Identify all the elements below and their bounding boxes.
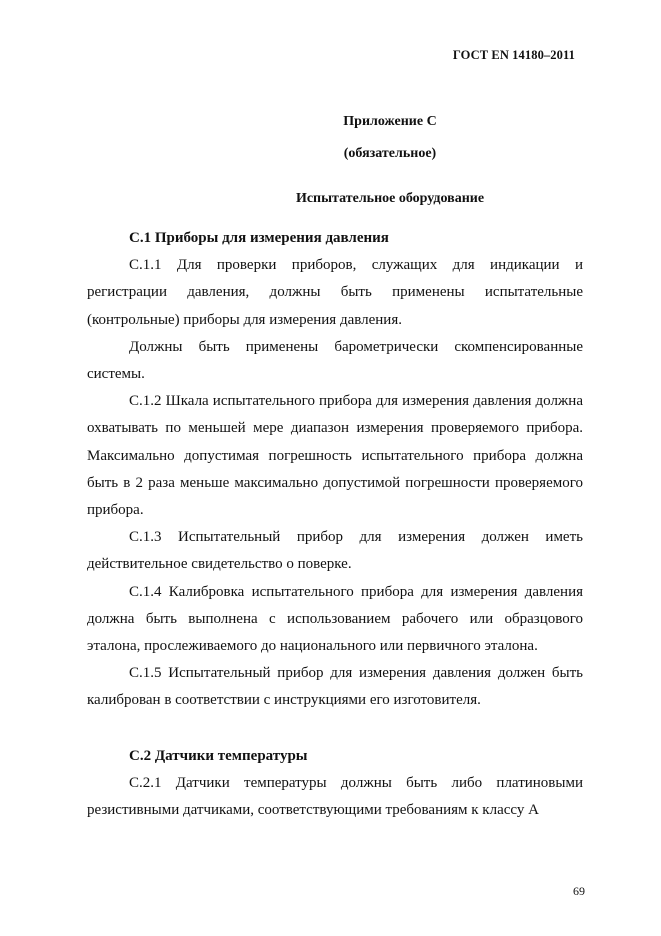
paragraph-c1-4: С.1.4 Калибровка испытательного прибора для измерения давления должна быть выполнена с использованием рабочего или образцового эталона, прослеживаемого до национального или первичного эталона. — [87, 583, 583, 655]
paragraph-c1-2: С.1.2 Шкала испытательного прибора для измерения давления должна охватывать по меньшей мере диапазон измерения проверяемого прибора. Максимально допустимая погрешность испытательного прибора должна быть в 2 раза меньше максимально допустимой погрешности проверяемого прибора. — [87, 393, 583, 519]
section-heading-c2: С.2 Датчики температуры — [129, 747, 308, 764]
paragraph-c1-1-note: Должны быть применены барометрически скомпенсированные системы. — [87, 338, 583, 383]
section-spacer — [87, 715, 583, 743]
page-number: 69 — [573, 884, 585, 898]
annex-status: (обязательное) — [343, 146, 437, 161]
annex-subject: Испытательное оборудование — [295, 191, 485, 206]
paragraph-c2-1: С.2.1 Датчики температуры должны быть либо платиновыми резистивными датчиками, соответствующими требованиям к классу А — [87, 774, 583, 819]
section-heading-c1: С.1 Приборы для измерения давления — [129, 230, 389, 246]
paragraph-c1-1: С.1.1 Для проверки приборов, служащих для индикации и регистрации давления, должны быть применены испытательные (контрольные) приборы для измерения давления. — [87, 257, 583, 328]
document-code: ГОСТ EN 14180–2011 — [452, 48, 575, 62]
paragraph-c1-5: С.1.5 Испытательный прибор для измерения давления должен быть калиброван в соответствии с инструкциями его изготовителя. — [87, 665, 583, 709]
annex-title: Приложение С — [343, 114, 437, 129]
paragraph-c1-3: С.1.3 Испытательный прибор для измерения должен иметь действительное свидетельство о поверке. — [87, 529, 583, 573]
body-text — [87, 225, 583, 824]
